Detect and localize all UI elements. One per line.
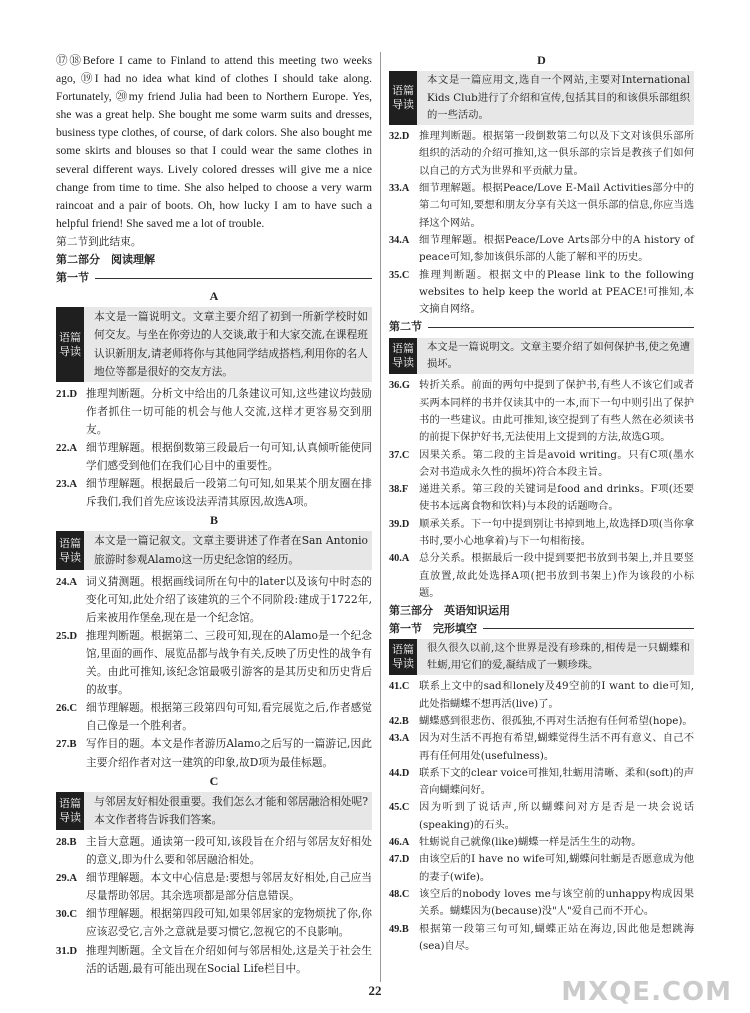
page-number: 22 [368, 983, 382, 998]
part-title: 第二部分 阅读理解 [56, 253, 155, 267]
answer-item: 31.D 推理判断题。全文旨在介绍如何与邻居相处,这是关于社会生活的话题,最有可能出现在Social Life栏目中。 [56, 943, 372, 975]
section-2-guide [389, 338, 694, 375]
guide-text: 本文是一篇记叙文。文章主要讲述了作者在San Antonio旅游时参观Alamo这一历史纪念馆的经历。 [94, 534, 368, 566]
answer-item: 39.D 顺承关系。下一句中提到别让书掉到地上,故选择D项(当你拿书时,要小心地拿着)与下一句相衔接。 [389, 517, 694, 548]
guide-badge: 语篇 导读 [56, 792, 84, 830]
answer-item: 48.C 该空后的nobody loves me与该空前的unhappy构成因果关系。蝴蝶因为(because)没"人"爱自己而不开心。 [389, 887, 694, 918]
guide-badge: 语篇 导读 [56, 307, 84, 381]
answer-item: 21.D 推理判断题。分析文中给出的几条建议可知,这些建议均鼓励作者抓住一切可能的机会与他人交流,这样才更容易交到朋友。 [56, 386, 372, 436]
cloze-guide [389, 639, 694, 676]
answer-item: 37.C 因果关系。第二段的主旨是avoid writing。只有C项(墨水会对书造成永久性的损坏)符合本段主旨。 [389, 448, 694, 478]
answer-item: 47.D 由该空后的I have no wife可知,蝴蝶问牡蛎是否愿意成为他的妻子(wife)。 [389, 853, 694, 883]
answer-item: 35.C 推理判断题。根据文中的Please link to the following websites to help keep the world at PEACE!可推知,本文摘自网络。 [389, 268, 694, 316]
answer-item: 38.F 递进关系。第三段的关键词是food and drinks。F项(还要使书本远离食物和饮料)与本段的话题吻合。 [389, 483, 694, 513]
answer-item: 23.A 细节理解题。根据最后一段第二句可知,如果某个朋友圈在排斥我们,我们首先应该设法弄清其原因,故选A项。 [56, 477, 372, 509]
answer-item: 24.A 词义猜测题。根据画线词所在句中的later以及该句中时态的变化可知,此处介绍了该建筑的三个不同阶段:建成于1722年,后来被用作堡垒,现在是一个纪念馆。 [56, 574, 372, 624]
passage-d-letter: D [537, 53, 546, 67]
guide-badge: 语篇 导读 [389, 639, 417, 676]
watermark-logo: MXQE.COM [561, 977, 732, 1007]
writing-sample-text: ⑰⑱Before I came to Finland to attend this meeting two weeks ago, ⑲I had no idea what kind of clothes I should take along. Fortunately, ⑳my friend Julia had been to Northern Europe. Yes, she was a great help. She bought me some warm suits and dresses, business type clothes, of course, of dark colors. She also bought me some skirts and blouses so that I could wear the same clothes in several different ways. Lively colored dresses will give me a nice change from time to time. She also helped to choose a very warm raincoat and a pair of boots. Oh, how lucky I am to have such a helpful friend! She saved me a lot of trouble. [56, 54, 372, 230]
guide-text: 本文是一篇应用文,选自一个网站,主要对International Kids Club进行了介绍和宣传,包括其目的和该俱乐部组织的一些活动。 [427, 74, 690, 121]
answer-item: 27.B 写作目的题。本文是作者游历Alamo之后写的一篇游记,因此主要介绍作者对这一建筑的印象,故D项为最佳标题。 [56, 737, 372, 769]
guide-badge: 语篇 导读 [389, 71, 417, 125]
guide-badge: 语篇 导读 [389, 338, 417, 375]
answer-item: 41.C 联系上文中的sad和lonely及49空前的I want to die可知,此处指蝴蝶不想再活(live)了。 [389, 680, 694, 710]
passage-a-guide [56, 307, 372, 381]
guide-text: 本文是一篇说明文。文章主要介绍了如何保护书,使之免遭损坏。 [427, 340, 690, 371]
guide-badge: 语篇 导读 [56, 531, 84, 569]
passage-a-letter: A [209, 289, 219, 304]
answer-item: 36.G 转折关系。前面的两句中提到了保护书,有些人不该它们或者买两本同样的书并仅读其中的一本,而下一句中则引出了保护书的一些建议。由此可推知,该空提到了有些人然在必须读书的前提下保护好书,无法使用上文提到的方法,故选G项。 [389, 379, 694, 444]
passage-b-guide [56, 531, 372, 569]
answer-item: 42.B 蝴蝶感到很悲伤、很孤独,不再对生活抱有任何希望(hope)。 [389, 714, 693, 727]
section-2-title: 第二节 [389, 318, 694, 335]
answer-item: 40.A 总分关系。根据最后一段中提到要把书放到书架上,并且要竖直放置,故此处选择A项(把书放到书架上)作为该段的小标题。 [389, 552, 694, 599]
answer-item: 25.D 推理判断题。根据第二、三段可知,现在的Alamo是一个纪念馆,里面的画作、展览品都与战争有关,反映了历史性的战争有关。由此可推知,该纪念馆最吸引游客的是其历史和历史背后的故事。 [56, 628, 372, 697]
answer-item: 30.C 细节理解题。根据第四段可知,如果邻居家的宠物烦扰了你,你应该忍受它,言外之意就是要习惯它,忽视它的不良影响。 [56, 907, 372, 939]
passage-c-guide [56, 792, 372, 830]
guide-text: 本文是一篇说明文。文章主要介绍了初到一所新学校时如何交友。与坐在你旁边的人交谈,敢于和大家交流,在课程班认识新朋友,请老师将你与其他同学结成搭档,利用你的名人地位等都是很好的交友方法。 [94, 310, 368, 378]
section-title: 第一节 [56, 269, 372, 287]
column-divider [380, 52, 381, 982]
passage-d-guide [389, 71, 694, 125]
answer-item: 26.C 细节理解题。根据第三段第四句可知,看完展览之后,作者感觉自己像是一个胜利者。 [56, 701, 372, 733]
answer-item: 34.A 细节理解题。根据Peace/Love Arts部分中的A history of peace可知,参加该俱乐部的人能了解和平的历史。 [389, 233, 694, 264]
answer-item: 28.B 主旨大意题。通读第一段可知,该段旨在介绍与邻居友好相处的意义,即为什么要和邻居融洽相处。 [56, 834, 372, 867]
answer-item: 49.B 根据第一段第三句可知,蝴蝶正站在海边,因此他是想跳海(sea)自尽。 [389, 922, 694, 952]
answer-item: 22.A 细节理解题。根据倒数第三段最后一句可知,认真倾听能使同学们感受到他们在我们心目中的重要性。 [56, 440, 372, 473]
answer-item: 33.A 细节理解题。根据Peace/Love E-Mail Activities部分中的第二句可知,要想和朋友分享有关这一俱乐部的信息,你应当选择这个网站。 [389, 182, 694, 229]
passage-c-letter: C [209, 773, 219, 788]
right-column [389, 52, 694, 955]
part-3-title: 第三部分 英语知识运用 [389, 604, 510, 618]
part-3-section-title: 第一节 完形填空 [389, 620, 694, 637]
answer-item: 29.A 细节理解题。本文中心信息是:要想与邻居友好相处,自己应当尽量帮助邻居。其余选项都是部分信息错误。 [56, 871, 372, 903]
guide-text: 很久很久以前,这个世界是没有珍珠的,相传是一只蝴蝶和牡蛎,用它们的爱,凝结成了一颗珍珠。 [427, 641, 690, 672]
guide-text: 与邻居友好相处很重要。我们怎么才能和邻居融洽相处呢?本文作者将告诉我们答案。 [94, 794, 368, 826]
left-column [56, 52, 372, 978]
answer-item: 43.A 因为对生活不再抱有希望,蝴蝶觉得生活不再有意义、自己不再有任何用处(usefulness)。 [389, 732, 694, 762]
end-note: 第二节到此结束。 [56, 234, 142, 248]
answer-item: 46.A 牡蛎说自己就像(like)蝴蝶一样是活生生的动物。 [389, 836, 642, 849]
answer-item: 32.D 推理判断题。根据第一段倒数第二句以及下文对该俱乐部所组织的活动的介绍可推知,这一俱乐部的宗旨是教孩子们如何以自己的方式为世界和平贡献力量。 [389, 130, 694, 177]
answer-item: 44.D 联系下文的clear voice可推知,牡蛎用清晰、柔和(soft)的声音向蝴蝶问好。 [389, 766, 694, 797]
answer-item: 45.C 因为听到了说话声,所以蝴蝶问对方是否是一块会说话(speaking)的石头。 [389, 801, 694, 831]
passage-b-letter: B [209, 513, 218, 528]
